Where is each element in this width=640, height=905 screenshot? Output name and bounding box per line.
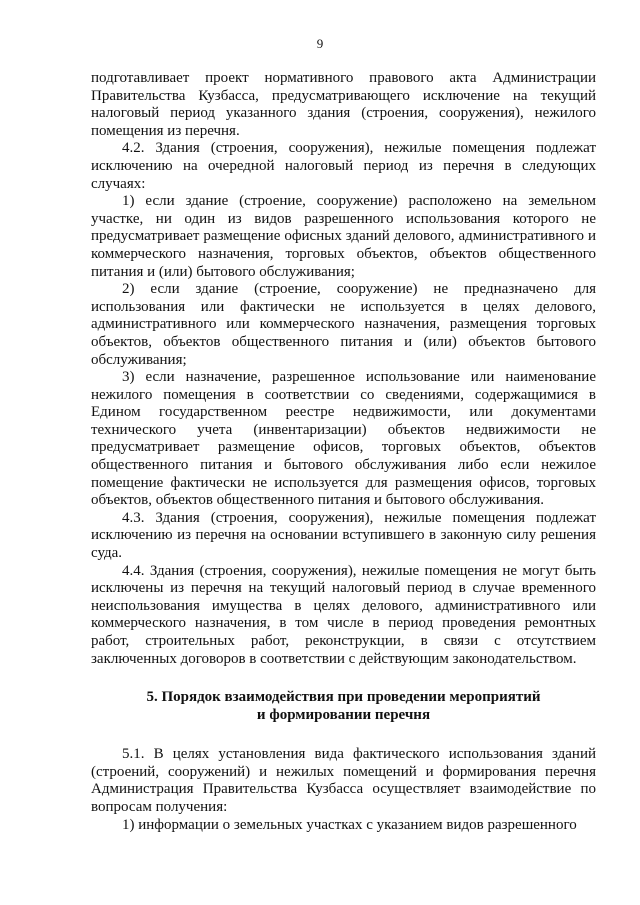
paragraph-5-1-item-1: 1) информации о земельных участках с указанием видов разрешенного — [122, 816, 577, 833]
paragraph-4-4: 4.4. Здания (строения, сооружения), нежилые помещения не могут быть исключены из перечня на текущий налоговый период в случае временного неиспользования имущества в целях делового, административного или коммерческого назначения, в том числе в период проведения ремонтных работ, строительных работ, реконструкции, в связи с отсутствием заключенных договоров в соответствии с действующим законодательством. — [91, 562, 596, 667]
section-heading-line-2: и формировании перечня — [256, 707, 431, 724]
paragraph-4-2: 4.2. Здания (строения, сооружения), нежилые помещения подлежат исключению на очередной налоговый период из перечня в следующих случаях: — [91, 140, 596, 192]
page-number: 9 — [316, 36, 324, 51]
paragraph-4-2-item-2: 2) если здание (строение, сооружение) не предназначено для использования или фактически не используется в целях делового, административного или коммерческого назначения, размещения торговых объектов, объектов общественного питания и (или) объектов бытового обслуживания; — [91, 281, 596, 368]
paragraph-4-3: 4.3. Здания (строения, сооружения), нежилые помещения подлежат исключению из перечня на основании вступившего в законную силу решения суда. — [91, 509, 596, 562]
section-heading-line-1: 5. Порядок взаимодействия при проведении мероприятий — [146, 689, 541, 706]
paragraph-4-2-item-3: 3) если назначение, разрешенное использование или наименование нежилого помещения в соответствии со сведениями, содержащимися в Едином государственном реестре недвижимости, или документами технического учета (инвентаризации) объектов недвижимости не предусматривает размещение офисов, торговых объектов, объектов общественного питания и бытового обслуживания либо если нежилое помещение фактически не используется для размещения офисов, торговых объектов, объектов общественного питания и бытового обслуживания. — [91, 369, 596, 509]
spacer — [91, 724, 596, 746]
section-5-heading — [91, 688, 596, 724]
document-body — [91, 70, 596, 834]
paragraph-continuation: подготавливает проект нормативного правового акта Администрации Правительства Кузбасса, предусматривающего исключение на текущий налоговый период указанного здания (строения, сооружения), нежилого помещения из перечня. — [91, 70, 596, 139]
paragraph-5-1: 5.1. В целях установления вида фактического использования зданий (строений, сооружений) и нежилых помещений и формирования перечня Администрация Правительства Кузбасса осуществляет взаимодействие по вопросам получения: — [91, 746, 596, 815]
spacer — [91, 668, 596, 688]
paragraph-4-2-item-1: 1) если здание (строение, сооружение) расположено на земельном участке, ни один из видов разрешенного использования которого не предусматривает размещение офисных зданий делового, административного и коммерческого назначения, торговых объектов, объектов общественного питания и (или) бытового обслуживания; — [91, 193, 596, 280]
